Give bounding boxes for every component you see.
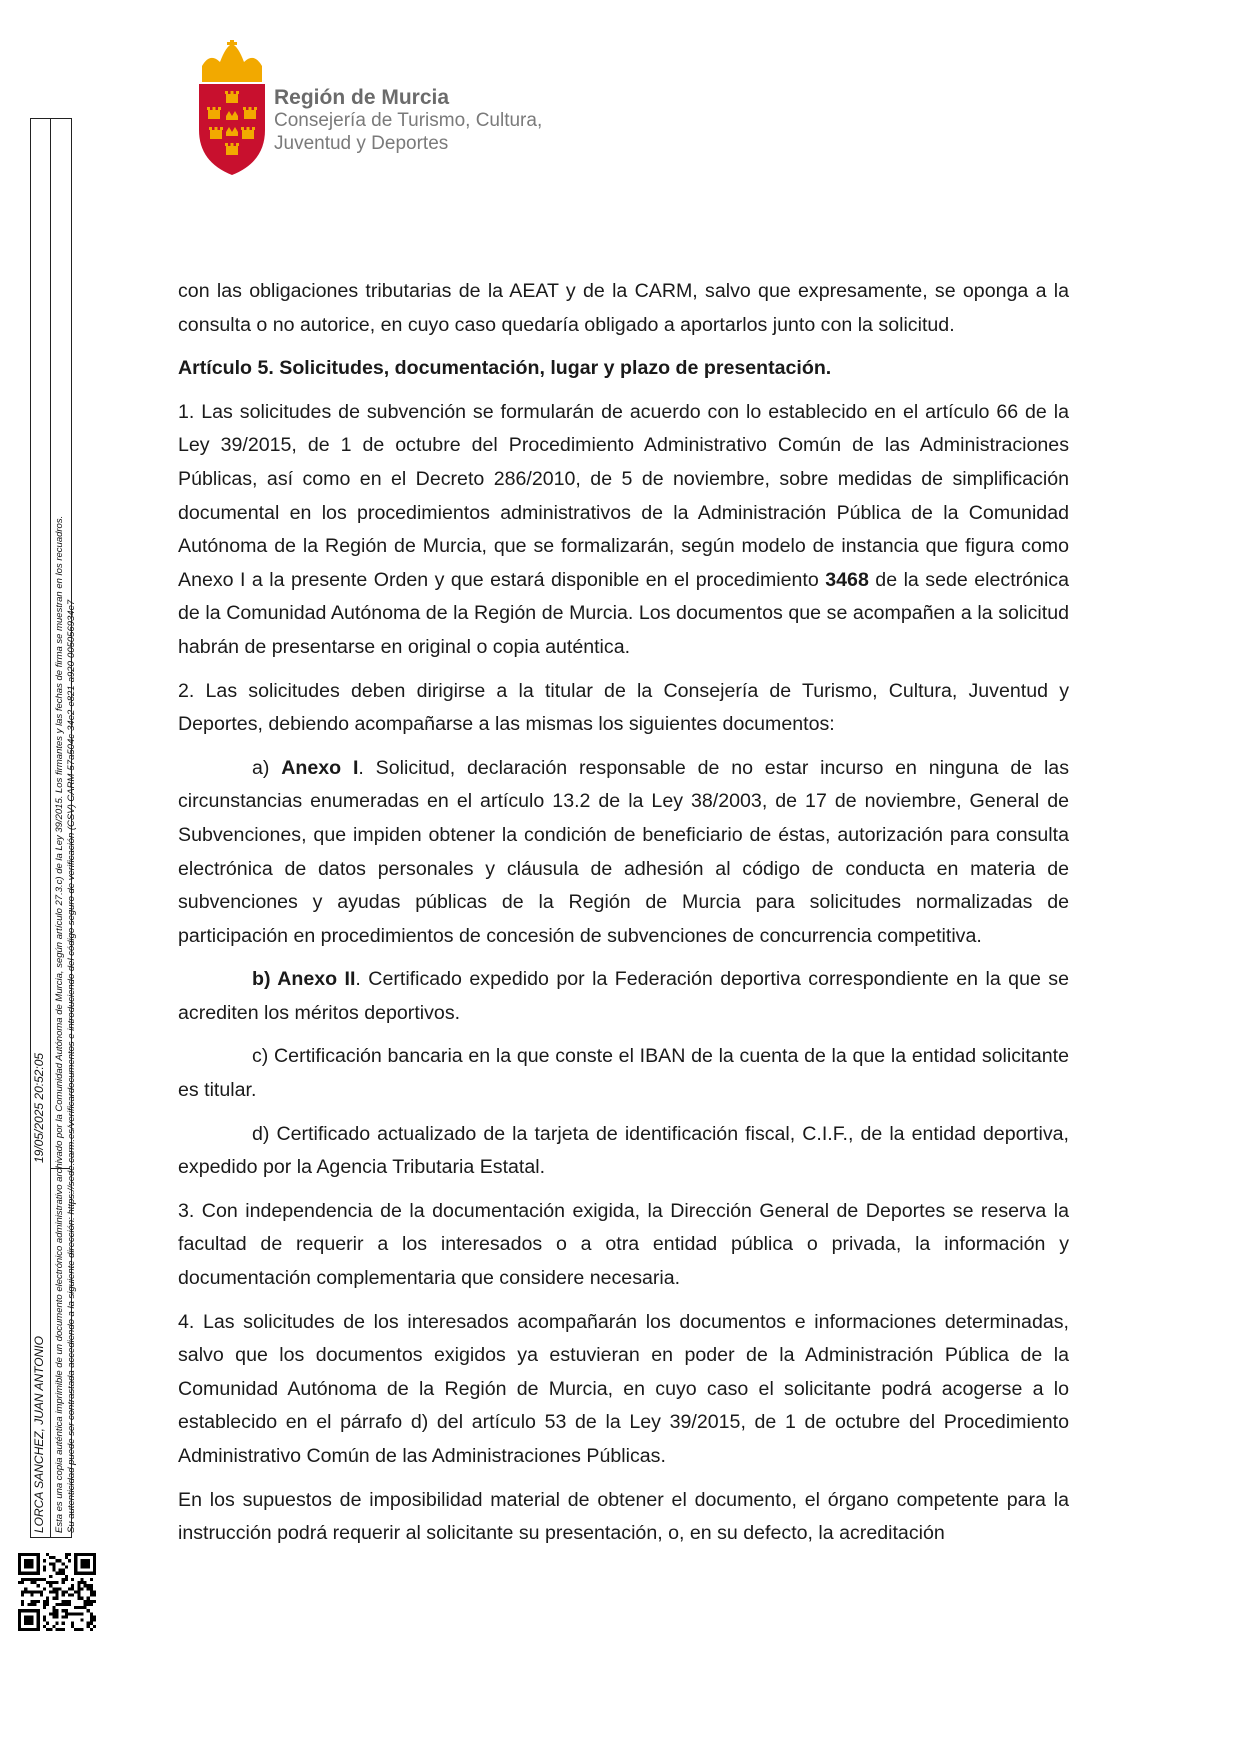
- coat-of-arms-icon: [196, 40, 268, 180]
- paragraph-text: de la sede electrónica de la Comunidad Autónoma de la Región de Murcia. Los documentos que se acompañen a la solicitud habrán de presentarse en original o copia auténtica.: [178, 568, 1070, 658]
- signer-name: LORCA SANCHEZ, JUAN ANTONIO: [32, 1336, 46, 1533]
- header-logo: [196, 40, 543, 180]
- verification-stamp: [26, 118, 94, 1578]
- article-heading: Artículo 5. Solicitudes, documentación, lugar y plazo de presentación.: [178, 357, 832, 380]
- authenticity-notice: Esta es una copia auténtica imprimible de un documento electrónico administrativo archivado por la Comunidad Autónoma de Murcia, según artículo 27.3.c) de la Ley 39/2015. Los firmantes y las fechas de firma se muestran en los recuadros.: [54, 515, 65, 1533]
- paragraph: 2. Las solicitudes deben dirigirse a la titular de la Consejería de Turismo, Cultura, Juventud y Deportes, debiendo acompañarse a las mismas los siguientes documentos:: [178, 679, 1069, 736]
- paragraph: 3. Con independencia de la documentación exigida, la Dirección General de Deportes se reserva la facultad de requerir a los interesados o a otra entidad pública o privada, la información y documentación complementaria que considere necesaria.: [178, 1199, 1069, 1290]
- paragraph-text: 1. Las solicitudes de subvención se formularán de acuerdo con lo establecido en el artículo 66 de la Ley 39/2015, de 1 de octubre del Procedimiento Administrativo Común de las Administraciones Públicas, así como en el Decreto 286/2010, de 5 de noviembre, sobre medidas de simplificación documental en los procedimientos administrativos de la Administración Pública de la Comunidad Autónoma de la Región de Murcia, que se formalizarán, según modelo de instancia que figura como Anexo I a la presente Orden y que estará disponible en el procedimiento: [178, 400, 1069, 591]
- verification-url-notice: Su autenticidad puede ser contrastada accediendo a la siguiente dirección: https://sede.carm.es/verificardocumentos e introduciendo del código seguro de verificación (CSV) CARM-57a504c-34e2-e821-a920-005056934e7: [66, 599, 77, 1533]
- list-item-prefix: a): [252, 756, 282, 779]
- list-item: [178, 752, 1069, 954]
- list-item: c) Certificación bancaria en la que conste el IBAN de la cuenta de la que la entidad solicitante es titular.: [178, 1045, 1069, 1102]
- list-item: d) Certificado actualizado de la tarjeta de identificación fiscal, C.I.F., de la entidad deportiva, expedido por la Agencia Tributaria Estatal.: [178, 1122, 1069, 1179]
- signature-date: 19/05/2025 20:52:05: [32, 1052, 46, 1163]
- list-item-title: b) Anexo II: [252, 968, 356, 991]
- department-name-line-2: Juventud y Deportes: [274, 133, 449, 154]
- organization-name: Región de Murcia: [274, 86, 450, 109]
- list-item-text: . Solicitud, declaración responsable de no estar incurso en ninguna de las circunstancias enumeradas en el artículo 13.2 de la Ley 38/2003, de 17 de noviembre, General de Subvenciones, que impiden obtener la condición de beneficiario de éstas, autorización para consulta electrónica de datos personales y cláusula de adhesión al código de conducta en materia de subvenciones y ayudas públicas de la Región de Murcia para solicitudes normalizadas de participación en procedimientos de concesión de subvenciones de concurrencia competitiva.: [178, 756, 1069, 947]
- paragraph: En los supuestos de imposibilidad material de obtener el documento, el órgano competente para la instrucción podrá requerir al solicitante su presentación, o, en su defecto, la acreditación: [178, 1488, 1069, 1545]
- list-item-text: . Certificado expedido por la Federación deportiva correspondiente en la que se acrediten los méritos deportivos.: [178, 968, 1069, 1024]
- stamp-divider: [50, 118, 51, 1538]
- document-body: [178, 275, 1069, 1561]
- paragraph: [178, 396, 1069, 665]
- procedure-number: 3468: [825, 568, 869, 591]
- department-name-line-1: Consejería de Turismo, Cultura,: [274, 110, 543, 131]
- list-item: [178, 963, 1069, 1030]
- paragraph: con las obligaciones tributarias de la AEAT y de la CARM, salvo que expresamente, se oponga a la consulta o no autorice, en cuyo caso quedaría obligado a aportarlos junto con la solicitud.: [178, 280, 1069, 336]
- paragraph: 4. Las solicitudes de los interesados acompañarán los documentos e informaciones determinadas, salvo que los documentos exigidos ya estuvieran en poder de la Administración Pública de la Comunidad Autónoma de la Región de Murcia, en cuyo caso el solicitante podrá acogerse a lo establecido en el párrafo d) del artículo 53 de la Ley 39/2015, de 1 de octubre del Procedimiento Administrativo Común de las Administraciones Públicas.: [178, 1310, 1069, 1467]
- list-item-title: Anexo I: [281, 756, 359, 779]
- qr-code-icon: [18, 1553, 96, 1631]
